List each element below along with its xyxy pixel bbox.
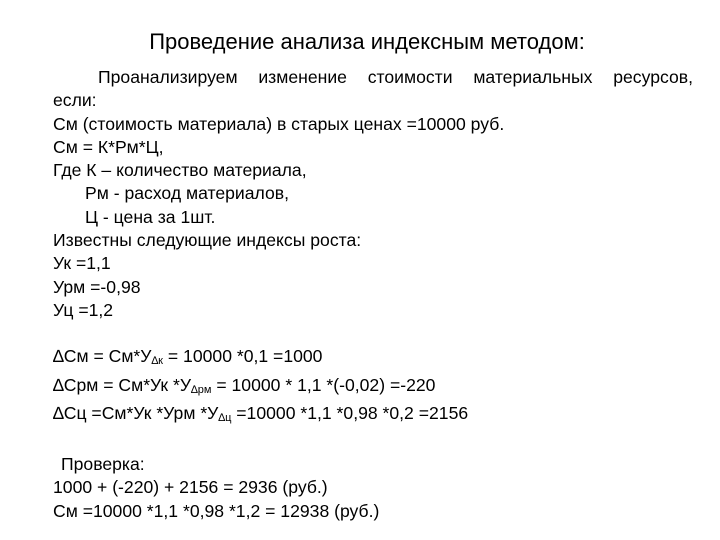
- formula-line: [53, 345, 693, 373]
- definition-line: Где К – количество материала,: [53, 160, 307, 181]
- formula-part: =10000 *1,1 *0,98 *0,2 =2156: [231, 402, 469, 423]
- definition-line: См (стоимость материала) в старых ценах =10000 руб.: [53, 113, 505, 134]
- formula-line: [53, 402, 693, 430]
- indented-line: Рм - расход материалов,: [85, 183, 290, 204]
- spacer: [53, 322, 693, 345]
- formula-part: ∆См = См*У: [53, 346, 152, 367]
- definition-line: См = К*Рм*Ц,: [53, 136, 164, 157]
- intro-line-2: если:: [53, 90, 97, 111]
- formula-subscript: ∆к: [151, 355, 163, 368]
- formula-subscript: ∆ц: [218, 411, 232, 424]
- index-item: Ук =1,1: [53, 253, 111, 274]
- index-item: Урм =-0,98: [53, 276, 141, 297]
- intro-line-1: Проанализируем изменение стоимости материальных ресурсов,: [98, 67, 693, 87]
- formula-line: [53, 374, 693, 402]
- slide-body: [53, 66, 693, 523]
- formula-part: = 10000 *0,1 =1000: [163, 346, 323, 367]
- formula-part: ∆Срм = См*Ук *У: [53, 374, 192, 395]
- check-line: См =10000 *1,1 *0,98 *1,2 = 12938 (руб.): [53, 500, 380, 521]
- index-item: Уц =1,2: [53, 299, 114, 320]
- slide-title: [0, 28, 720, 56]
- check-heading: Проверка:: [61, 454, 145, 475]
- formula-part: ∆Сц =См*Ук *Урм *У: [53, 402, 219, 423]
- slide-title-text: Проведение анализа индексным методом:: [149, 29, 585, 54]
- indented-line: Ц - цена за 1шт.: [85, 206, 216, 227]
- formula-part: = 10000 * 1,1 *(-0,02) =-220: [211, 374, 436, 395]
- check-line: 1000 + (-220) + 2156 = 2936 (руб.): [53, 477, 328, 498]
- indices-heading: Известны следующие индексы роста:: [53, 230, 362, 251]
- spacer: [53, 430, 693, 453]
- formula-subscript: ∆рм: [191, 383, 212, 396]
